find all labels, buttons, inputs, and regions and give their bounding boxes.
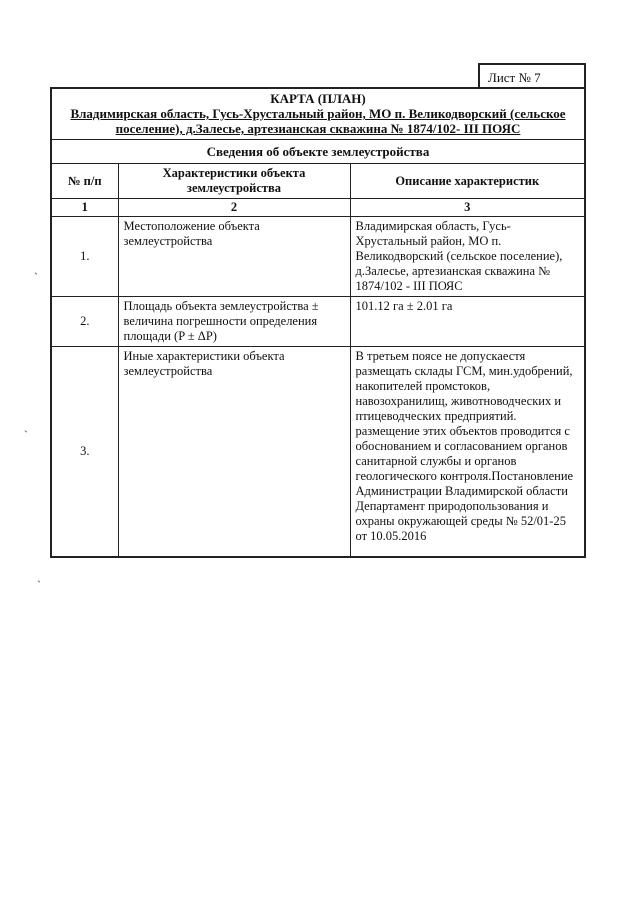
title-block xyxy=(52,89,584,140)
scan-speck: ` xyxy=(24,428,28,442)
sheet-label: Лист № xyxy=(488,70,531,85)
row-number: 3. xyxy=(52,347,118,557)
row-description: Владимирская область, Гусь-Хрустальный район, МО п. Великодворский (сельское поселение), д.Залесье, артезианская скважина № 1874/102 - III ПОЯС xyxy=(350,217,584,297)
header-num: № п/п xyxy=(52,164,118,199)
table-row xyxy=(52,297,584,347)
row-description: В третьем поясе не допускаестя размещать склады ГСМ, мин.удобрений, накопителей промстоков, навозохранилищ, животноводческих и птицеводческих предприятий. размещение этих объектов проводится с обоснованием и согласованием органов санитарной службы и органов геологического контроля.Постановление Администрации Владимирской области Департамент природопользования и охраны окружающей среды № 52/01-25 от 10.05.2016 xyxy=(350,347,584,557)
column-number-2: 2 xyxy=(118,199,350,217)
section-heading: Сведения об объекте землеустройства xyxy=(52,140,584,164)
characteristics-table xyxy=(52,164,584,556)
column-number-1: 1 xyxy=(52,199,118,217)
row-characteristic: Площадь объекта землеустройства ± величина погрешности определения площади (P ± ΔP) xyxy=(118,297,350,347)
column-number-row xyxy=(52,199,584,217)
document-form xyxy=(50,87,586,558)
table-row xyxy=(52,217,584,297)
scan-speck: ` xyxy=(34,270,38,284)
row-description: 101.12 га ± 2.01 га xyxy=(350,297,584,347)
page-subtitle: Владимирская область, Гусь-Хрустальный район, МО п. Великодворский (сельское поселение), д.Залесье, артезианская скважина № 1874/102- III ПОЯС xyxy=(70,106,566,136)
header-description: Описание характеристик xyxy=(350,164,584,199)
row-number: 2. xyxy=(52,297,118,347)
row-characteristic: Иные характеристики объекта землеустройства xyxy=(118,347,350,557)
row-characteristic: Местоположение объекта землеустройства xyxy=(118,217,350,297)
scan-speck: ` xyxy=(37,578,41,592)
sheet-number: 7 xyxy=(534,70,541,85)
page-title: КАРТА (ПЛАН) xyxy=(270,91,366,106)
header-characteristic: Характеристики объекта землеустройства xyxy=(118,164,350,199)
sheet-number-box xyxy=(478,63,586,87)
column-number-3: 3 xyxy=(350,199,584,217)
table-row xyxy=(52,347,584,557)
table-header-row xyxy=(52,164,584,199)
row-number: 1. xyxy=(52,217,118,297)
